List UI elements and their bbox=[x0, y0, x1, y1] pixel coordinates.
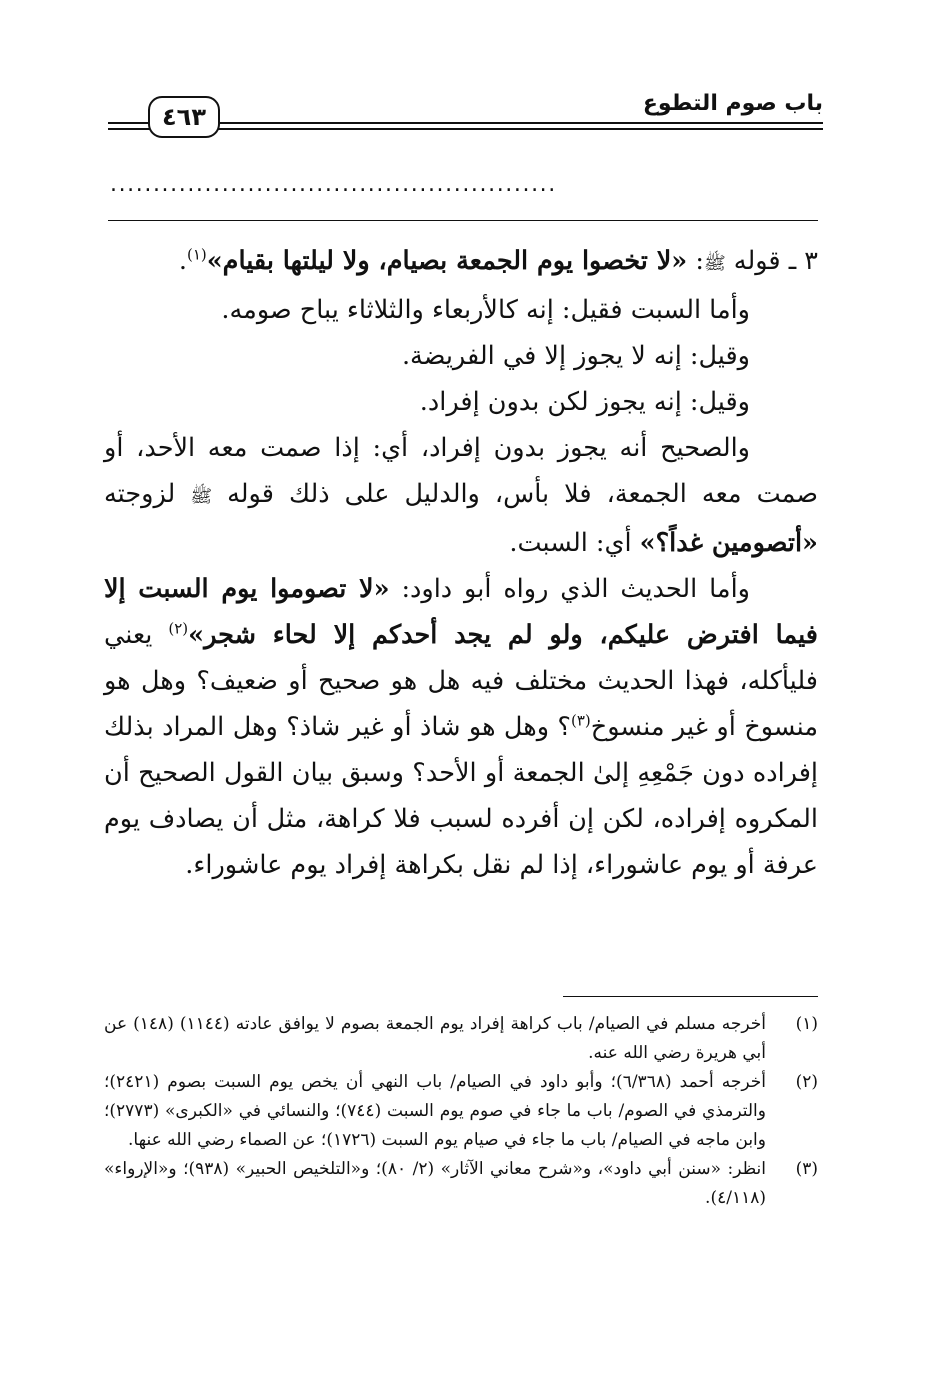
chapter-title: باب صوم التطوع bbox=[633, 88, 823, 120]
item-3-end: . bbox=[178, 246, 187, 276]
footnote-ref-2: (٢) bbox=[168, 619, 189, 638]
paragraph-5-hadith: «لا تصوموا يوم السبت إلا فيما افترض عليكم، ولو لم يجد أحدكم إلا لحاء شجر» bbox=[104, 574, 818, 650]
paragraph-4-quote: «أتصومين غداً؟» bbox=[639, 528, 818, 558]
footnote-rule bbox=[563, 996, 818, 997]
item-3-hadith: «لا تخصوا يوم الجمعة بصيام، ولا ليلتها بقيام» bbox=[206, 246, 688, 276]
paragraph-3: وقيل: إنه يجوز لكن بدون إفراد. bbox=[419, 387, 750, 417]
footnote-number: (١) bbox=[795, 1014, 818, 1034]
paragraph-5-text-b: يعني فليأكله، فهذا الحديث مختلف فيه هل هو صحيح أو ضعيف؟ وهل هو منسوخ أو غير منسوخ bbox=[104, 620, 818, 742]
paragraph-5-text-a: وأما الحديث الذي رواه أبو داود: bbox=[389, 574, 750, 604]
footnote-number: (٢) bbox=[795, 1072, 818, 1092]
footnote-3 bbox=[104, 1155, 818, 1213]
footnote-ref-1: (١) bbox=[186, 245, 207, 264]
paragraph-4-text-a: والصحيح أنه يجوز بدون إفراد، أي: إذا صمت معه الأحد، أو صمت معه الجمعة، فلا بأس، والدليل على ذلك قوله bbox=[104, 433, 818, 509]
separator-dots: .................................................... bbox=[110, 172, 557, 197]
footnote-text: أخرجه أحمد (٦/٣٦٨)؛ وأبو داود في الصيام/ باب النهي أن يخص يوم السبت بصوم (٢٤٢١)؛ والترمذي في الصوم/ باب ما جاء في صوم يوم السبت (٧٤٤)؛ والنسائي في «الكبرى» (٢٧٧٣)؛ وابن ماجه في الصيام/ باب ما جاء في صيام يوم السبت (١٧٢٦)؛ عن الصماء رضي الله عنها. bbox=[104, 1072, 766, 1150]
footnote-number: (٣) bbox=[795, 1159, 818, 1179]
paragraph-5 bbox=[104, 566, 818, 888]
footnote-1 bbox=[104, 1010, 818, 1068]
paragraph-4 bbox=[104, 425, 818, 566]
item-3 bbox=[104, 238, 818, 287]
footnote-text: أخرجه مسلم في الصيام/ باب كراهة إفراد يوم الجمعة بصوم لا يوافق عادته (١١٤٤) (١٤٨) عن أبي هريرة رضي الله عنه. bbox=[104, 1014, 766, 1063]
salutation-symbol-2: ﷺ bbox=[190, 486, 213, 507]
footnote-text: انظر: «سنن أبي داود»، و«شرح معاني الآثار» (٢/ ٨٠)؛ و«التلخيص الحبير» (٩٣٨)؛ و«الإرواء» (٤/١١٨). bbox=[104, 1159, 766, 1208]
item-3-colon: : bbox=[687, 246, 704, 276]
content-top-rule bbox=[108, 220, 818, 221]
paragraph-5-text-c: ؟ وهل هو شاذ أو غير شاذ؟ وهل المراد بذلك إفراده دون جَمْعِهِ إلىٰ الجمعة أو الأحد؟ وسبق بيان القول الصحيح أن المكروه إفراده، لكن إن أفرده لسبب فلا كراهة، مثل أن يصادف يوم عرفة أو يوم عاشوراء، إذا لم نقل بكراهة إفراد يوم عاشوراء. bbox=[104, 712, 818, 880]
paragraph-4-text-b: لزوجته bbox=[104, 479, 191, 509]
footnote-2 bbox=[104, 1068, 818, 1155]
page-number: ٤٦٣ bbox=[148, 96, 220, 138]
main-text bbox=[104, 238, 818, 888]
paragraph-4-text-c: أي: السبت. bbox=[509, 528, 640, 558]
item-3-lead: ٣ ـ قوله bbox=[725, 246, 818, 276]
footnote-ref-3: (٣) bbox=[570, 711, 591, 730]
paragraph-2: وقيل: إنه لا يجوز إلا في الفريضة. bbox=[401, 341, 750, 371]
footnotes bbox=[104, 1010, 818, 1213]
page-header bbox=[108, 88, 823, 150]
salutation-symbol: ﷺ bbox=[703, 253, 726, 274]
paragraph-1: وأما السبت فقيل: إنه كالأربعاء والثلاثاء يباح صومه. bbox=[221, 295, 750, 325]
